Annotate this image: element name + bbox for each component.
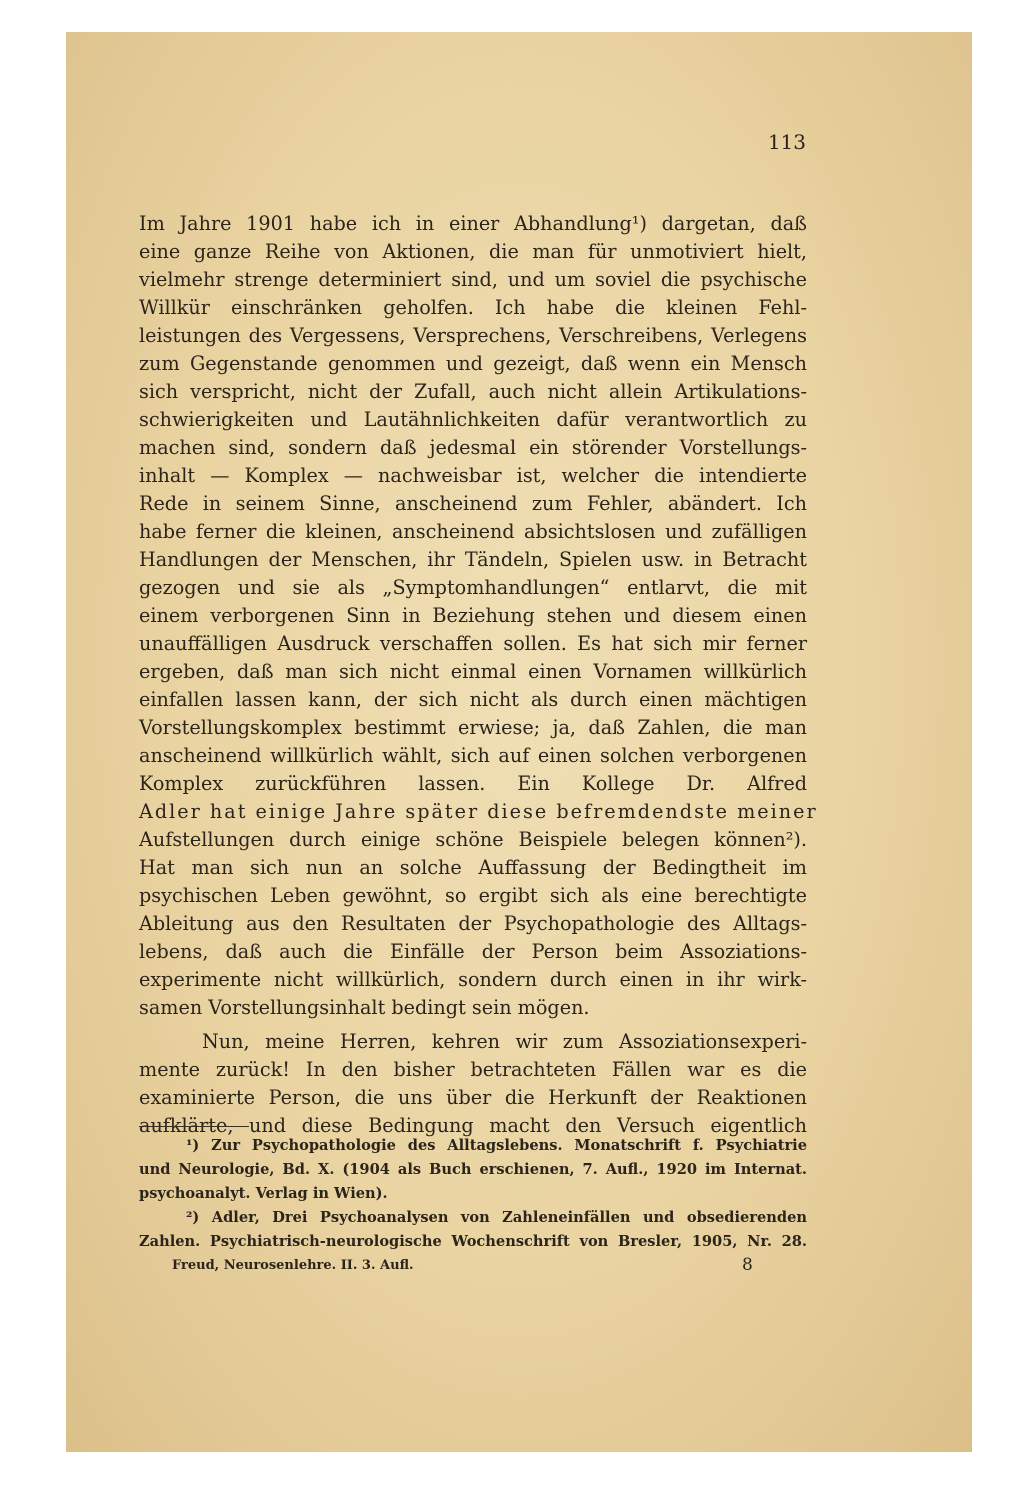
page-number: 113 — [767, 130, 806, 154]
body-line: gezogen und sie als „Symptomhandlungen“ entlarvt, die mit — [139, 576, 807, 599]
body-line: sich verspricht, nicht der Zufall, auch nicht allein Artikulations- — [139, 380, 807, 403]
body-line: samen Vorstellungsinhalt bedingt sein mögen. — [139, 996, 590, 1019]
body-line: examinierte Person, die uns über die Herkunft der Reaktionen — [139, 1086, 807, 1109]
body-line: zum Gegenstande genommen und gezeigt, daß wenn ein Mensch — [139, 352, 807, 375]
body-line: Aufstellungen durch einige schöne Beispiele belegen können²). — [139, 828, 807, 851]
body-line: machen sind, sondern daß jedesmal ein störender Vorstellungs- — [139, 436, 807, 459]
body-line: lebens, daß auch die Einfälle der Person beim Assoziations- — [139, 940, 807, 963]
body-line: Handlungen der Menschen, ihr Tändeln, Spielen usw. in Betracht — [139, 548, 807, 571]
body-line: psychischen Leben gewöhnt, so ergibt sich als eine berechtigte — [139, 884, 807, 907]
footnote-line: psychoanalyt. Verlag in Wien). — [139, 1185, 388, 1202]
body-line: schwierigkeiten und Lautähnlichkeiten dafür verantwortlich zu — [139, 408, 807, 431]
footnote-line: ¹) Zur Psychopathologie des Alltagslebens. Monatschrift f. Psychiatrie — [186, 1137, 807, 1154]
body-line: ergeben, daß man sich nicht einmal einen Vornamen willkürlich — [139, 660, 807, 683]
footnote-divider — [139, 1126, 249, 1127]
footnote-line: ²) Adler, Drei Psychoanalysen von Zahleneinfällen und obsedierenden — [186, 1209, 807, 1226]
footnote-line: und Neurologie, Bd. X. (1904 als Buch erschienen, 7. Aufl., 1920 im Internat. — [139, 1161, 807, 1178]
body-line: inhalt — Komplex — nachweisbar ist, welcher die intendierte — [139, 464, 807, 487]
body-line: habe ferner die kleinen, anscheinend absichtslosen und zufälligen — [139, 520, 807, 543]
body-line: Im Jahre 1901 habe ich in einer Abhandlung¹) dargetan, daß — [139, 212, 807, 235]
body-line: Willkür einschränken geholfen. Ich habe die kleinen Fehl- — [139, 296, 807, 319]
body-line: leistungen des Vergessens, Versprechens, Verschreibens, Verlegens — [139, 324, 807, 347]
body-line: vielmehr strenge determiniert sind, und um soviel die psychische — [139, 268, 807, 291]
body-line: mente zurück! In den bisher betrachteten Fällen war es die — [139, 1058, 807, 1081]
body-line: unauffälligen Ausdruck verschaffen sollen. Es hat sich mir ferner — [139, 632, 807, 655]
body-line: Vorstellungskomplex bestimmt erwiese; ja, daß Zahlen, die man — [139, 716, 807, 739]
body-line: aufklärte, und diese Bedingung macht den Versuch eigentlich — [139, 1114, 807, 1137]
body-line: Hat man sich nun an solche Auffassung der Bedingtheit im — [139, 856, 807, 879]
body-line: experimente nicht willkürlich, sondern durch einen in ihr wirk- — [139, 968, 807, 991]
body-line: Komplex zurückführen lassen. Ein Kollege Dr. Alfred — [139, 772, 807, 795]
body-line: Rede in seinem Sinne, anscheinend zum Fehler, abändert. Ich — [139, 492, 807, 515]
body-line: eine ganze Reihe von Aktionen, die man für unmotiviert hielt, — [139, 240, 807, 263]
body-line: Adler hat einige Jahre später diese befremdendste meiner — [139, 800, 818, 823]
body-line: anscheinend willkürlich wählt, sich auf einen solchen verborgenen — [139, 744, 807, 767]
scanned-page — [66, 32, 972, 1452]
sheet-signature-number: 8 — [742, 1255, 753, 1275]
signature-mark: Freud, Neurosenlehre. II. 3. Aufl. — [172, 1258, 414, 1273]
body-line: Ableitung aus den Resultaten der Psychopathologie des Alltags- — [139, 912, 807, 935]
body-line: Nun, meine Herren, kehren wir zum Assoziationsexperi- — [202, 1030, 807, 1053]
body-line: einfallen lassen kann, der sich nicht als durch einen mächtigen — [139, 688, 807, 711]
body-line: einem verborgenen Sinn in Beziehung stehen und diesem einen — [139, 604, 807, 627]
footnote-line: Zahlen. Psychiatrisch-neurologische Wochenschrift von Bresler, 1905, Nr. 28. — [139, 1233, 807, 1250]
